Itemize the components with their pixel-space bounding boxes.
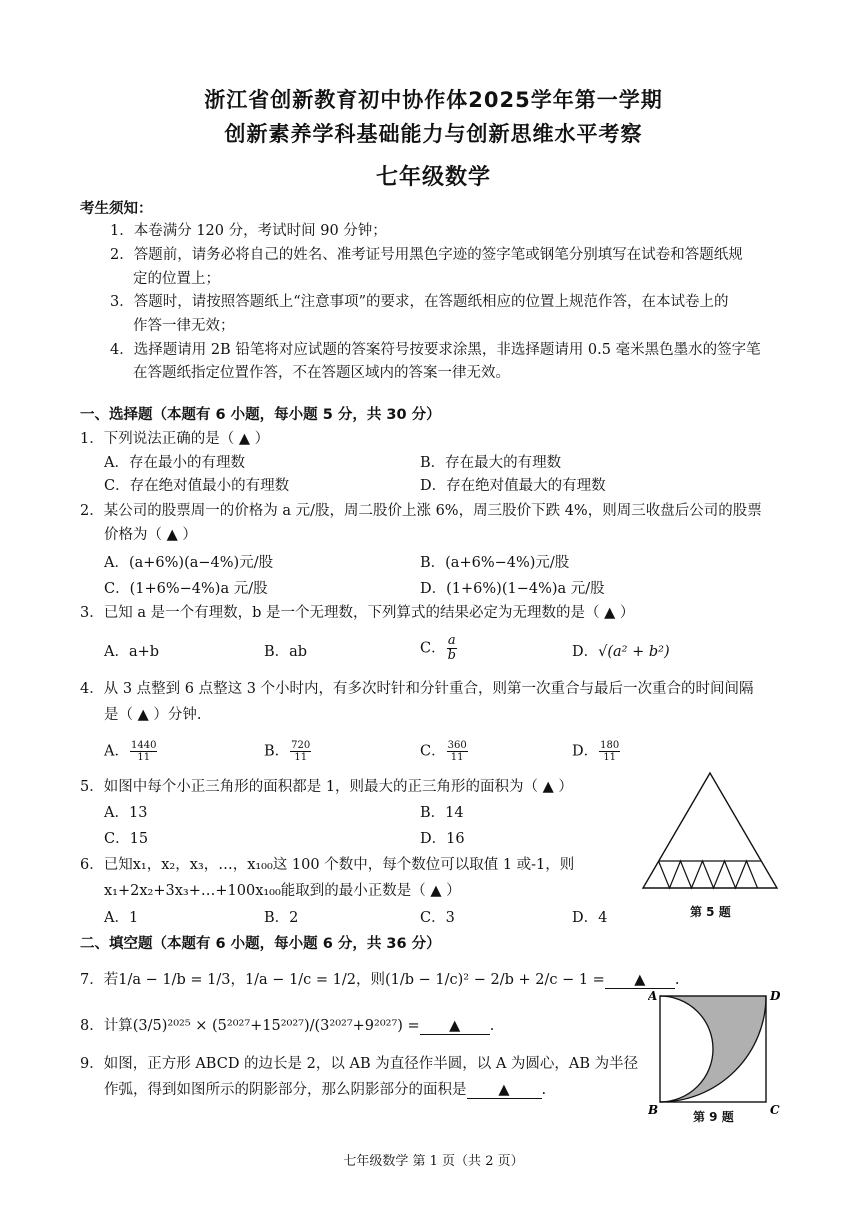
q9-square-figure [648, 986, 788, 1116]
page-footer: 七年级数学 第 1 页（共 2 页） [343, 1154, 524, 1169]
fraction-numerator: a [447, 633, 456, 648]
q6-option-d: D．4 [572, 910, 608, 926]
q3-option-b: B．ab [264, 644, 308, 660]
q2-option-d: D．(1+6%)(1−4%)a 元/股 [420, 581, 605, 597]
q4-option-a-label: A． [104, 743, 129, 760]
q8-line: 8．计算(3/5)²⁰²⁵ × (5²⁰²⁷+15²⁰²⁷)/(3²⁰²⁷+9²⁰²⁷) = ▲ . [80, 1018, 495, 1034]
exam-subject-title: 七年级数学 [375, 165, 491, 190]
q7-line: 7．若1/a − 1/b = 1/3，1/a − 1/c = 1/2，则(1/b − 1/c)² − 2/b + 2/c − 1 = ▲ . [80, 972, 680, 988]
q2-option-a: A．(a+6%)(a−4%)元/股 [104, 555, 274, 571]
q6-option-b: B．2 [264, 910, 299, 926]
q4-option-c [420, 740, 469, 763]
fraction-denominator: 11 [603, 752, 617, 763]
q7-answer-blank[interactable]: ▲ [605, 972, 675, 989]
q5-option-c: C．15 [104, 831, 149, 847]
q8-answer-blank[interactable]: ▲ [420, 1018, 490, 1035]
q2-option-c: C．(1+6%−4%)a 元/股 [104, 581, 268, 597]
q4-option-b [264, 740, 312, 763]
q4-stem: 4．从 3 点整到 6 点整这 3 个小时内，有多次时针和分针重合，则第一次重合与最后一次重合的时间间隔 [80, 681, 754, 697]
q2-option-b: B．(a+6%−4%)元/股 [420, 555, 570, 571]
q4-option-c-label: C． [420, 743, 446, 760]
fraction-denominator: b [447, 648, 456, 663]
q3-option-c [420, 634, 458, 663]
q5-option-a: A．13 [104, 805, 148, 821]
q2-stem-cont: 价格为（ ▲ ） [104, 527, 197, 543]
q1-option-d: D．存在绝对值最大的有理数 [420, 478, 606, 494]
vertex-label-b: B [648, 1103, 659, 1116]
q1-stem: 1．下列说法正确的是（ ▲ ） [80, 431, 270, 447]
fraction-denominator: 11 [450, 752, 464, 763]
q5-triangle-figure [640, 770, 780, 895]
q1-option-c: C．存在绝对值最小的有理数 [104, 478, 290, 494]
q4-option-a [104, 740, 158, 763]
q4-option-b-fraction [290, 740, 311, 763]
q3-stem: 3．已知 a 是一个有理数，b 是一个无理数，下列算式的结果必定为无理数的是（ ▲ ） [80, 605, 635, 621]
fraction-denominator: 11 [294, 752, 308, 763]
q3-option-d [572, 642, 670, 662]
fraction-denominator: 11 [137, 752, 151, 763]
q6-option-c: C．3 [420, 910, 455, 926]
q1-option-b: B．存在最大的有理数 [420, 455, 562, 471]
small-triangles-zigzag [659, 861, 758, 888]
q3-option-a: A．a+b [104, 644, 160, 660]
fraction-numerator: 1440 [130, 740, 157, 751]
q9-line2: 作弧，得到如图所示的阴影部分，那么阴影部分的面积是 ▲ . [104, 1082, 547, 1098]
vertex-label-c: C [770, 1103, 780, 1116]
q6-option-a: A．1 [104, 910, 139, 926]
q9-stem-cont: 作弧，得到如图所示的阴影部分，那么阴影部分的面积是 [104, 1082, 467, 1098]
exam-title-line2: 创新素养学科基础能力与创新思维水平考察 [224, 122, 643, 146]
notice-item-1: 1．本卷满分 120 分，考试时间 90 分钟； [110, 223, 387, 239]
exam-title-line1: 浙江省创新教育初中协作体2025学年第一学期 [204, 88, 663, 112]
vertex-label-a: A [648, 989, 658, 1003]
q4-option-b-label: B． [264, 743, 290, 760]
notice-item-3: 3．答题时，请按照答题纸上“注意事项”的要求，在答题纸相应的位置上规范作答，在本试卷上的 [110, 294, 729, 310]
q5-figure-caption: 第 5 题 [690, 905, 731, 919]
q4-option-d [572, 740, 621, 763]
notice-item-3-cont: 作答一律无效； [133, 318, 235, 334]
q4-option-a-fraction [130, 740, 157, 763]
notice-item-2: 2．答题前，请务必将自己的姓名、准考证号用黑色字迹的签字笔或钢笔分别填写在试卷和答题纸规 [110, 247, 743, 263]
q7-text: 7．若1/a − 1/b = 1/3，1/a − 1/c = 1/2，则(1/b − 1/c)² − 2/b + 2/c − 1 = [80, 972, 605, 988]
notice-item-2-cont: 定的位置上； [133, 271, 220, 287]
q4-option-d-label: D． [572, 743, 599, 760]
q9-figure-caption: 第 9 题 [693, 1110, 734, 1124]
fraction-numerator: 360 [447, 740, 467, 751]
q3-option-d-expr: √(a² + b²) [598, 644, 670, 660]
section2-heading: 二、填空题（本题有 6 小题，每小题 6 分，共 36 分） [80, 936, 441, 952]
q4-stem-cont: 是（ ▲ ）分钟. [104, 707, 202, 723]
q4-option-c-fraction [447, 740, 468, 763]
fraction-numerator: 180 [600, 740, 620, 751]
fraction-numerator: 720 [291, 740, 311, 751]
q5-option-b: B．14 [420, 805, 464, 821]
notice-heading: 考生须知： [80, 201, 153, 217]
q3-option-d-label: D． [572, 644, 599, 660]
notice-item-4: 4．选择题请用 2B 铅笔将对应试题的答案符号按要求涂黑，非选择题请用 0.5 毫米黑色墨水的签字笔 [110, 342, 761, 358]
q6-stem: 6．已知x₁，x₂，x₃，…，x₁₀₀这 100 个数中，每个数位可以取值 1 或-1，则 [80, 857, 575, 873]
q1-option-a: A．存在最小的有理数 [104, 455, 245, 471]
q6-stem-cont: x₁+2x₂+3x₃+…+100x₁₀₀能取到的最小正数是（ ▲ ） [104, 883, 461, 899]
q9-stem: 9．如图，正方形 ABCD 的边长是 2，以 AB 为直径作半圆，以 A 为圆心，AB 为半径 [80, 1056, 639, 1072]
q9-answer-blank[interactable]: ▲ [467, 1082, 542, 1099]
q3-option-c-label: C． [420, 640, 446, 657]
q5-stem: 5．如图中每个小正三角形的面积都是 1，则最大的正三角形的面积为（ ▲ ） [80, 779, 573, 795]
q5-option-d: D．16 [420, 831, 465, 847]
q2-stem: 2．某公司的股票周一的价格为 a 元/股，周二股价上涨 6%，周三股价下跌 4%，则周三收盘后公司的股票 [80, 503, 762, 519]
q4-option-d-fraction [599, 740, 620, 763]
notice-item-4-cont: 在答题纸指定位置作答，不在答题区域内的答案一律无效。 [133, 365, 510, 381]
q3-option-c-fraction [447, 634, 457, 663]
vertex-label-d: D [770, 989, 781, 1003]
q8-text: 8．计算(3/5)²⁰²⁵ × (5²⁰²⁷+15²⁰²⁷)/(3²⁰²⁷+9²⁰²⁷) = [80, 1018, 420, 1034]
section1-heading: 一、选择题（本题有 6 小题，每小题 5 分，共 30 分） [80, 407, 441, 423]
